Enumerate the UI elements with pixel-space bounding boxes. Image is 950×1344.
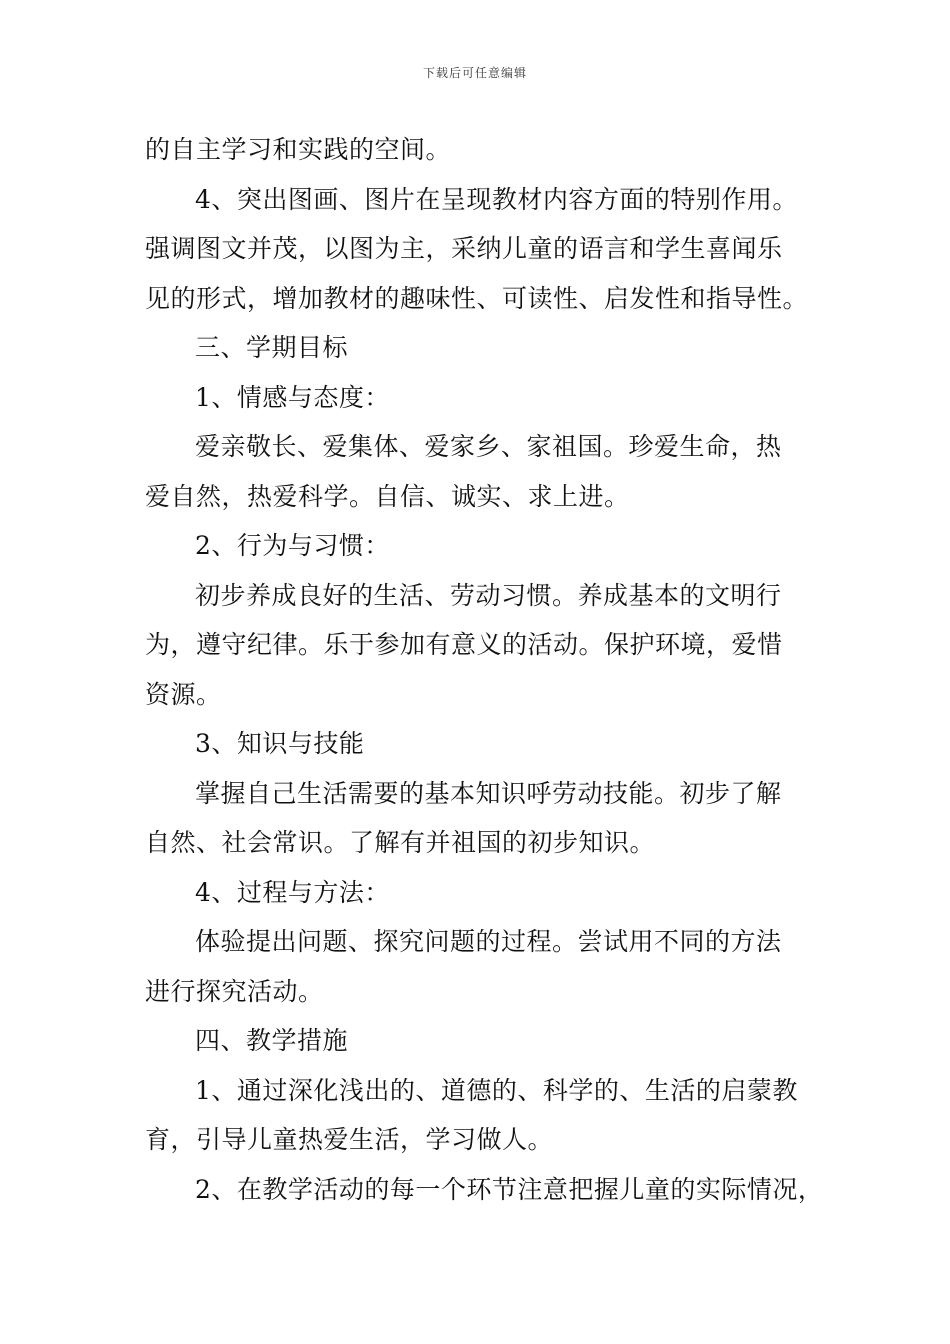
text-line: 2、在教学活动的每一个环节注意把握儿童的实际情况，	[195, 1174, 824, 1204]
text-line: 4、过程与方法：	[195, 877, 390, 907]
text-line: 进行探究活动。	[145, 976, 324, 1006]
text-line: 育，引导儿童热爱生活，学习做人。	[145, 1125, 554, 1154]
text-line: 见的形式，增加教材的趣味性、可读性、启发性和指导性。	[145, 283, 809, 313]
text-line: 4、突出图画、图片在呈现教材内容方面的特别作用。	[195, 184, 798, 214]
text-line: 掌握自己生活需要的基本知识呼劳动技能。初步了解	[195, 778, 782, 808]
text-line: 资源。	[145, 679, 222, 709]
text-line: 三、学期目标	[195, 333, 349, 362]
text-line: 爱亲敬长、爱集体、爱家乡、家祖国。珍爱生命，热	[195, 432, 782, 461]
text-line: 强调图文并茂，以图为主，采纳儿童的语言和学生喜闻乐	[145, 234, 783, 263]
text-line: 3、知识与技能	[195, 729, 365, 758]
text-line: 初步养成良好的生活、劳动习惯。养成基本的文明行	[195, 580, 782, 610]
page-header: 下载后可任意编辑	[422, 66, 527, 80]
text-line: 体验提出问题、探究问题的过程。尝试用不同的方法	[195, 927, 782, 956]
text-line: 自然、社会常识。了解有并祖国的初步知识。	[145, 828, 656, 857]
document-body	[145, 125, 835, 1214]
text-line: 的自主学习和实践的空间。	[145, 135, 452, 164]
text-line: 为，遵守纪律。乐于参加有意义的活动。保护环境，爱惜	[145, 630, 783, 659]
text-line: 2、行为与习惯：	[195, 531, 390, 560]
text-line: 1、情感与态度：	[195, 382, 390, 412]
text-line: 爱自然，热爱科学。自信、诚实、求上进。	[145, 481, 630, 511]
text-line: 1、通过深化浅出的、道德的、科学的、生活的启蒙教	[195, 1075, 798, 1105]
text-line: 四、教学措施	[195, 1026, 349, 1055]
